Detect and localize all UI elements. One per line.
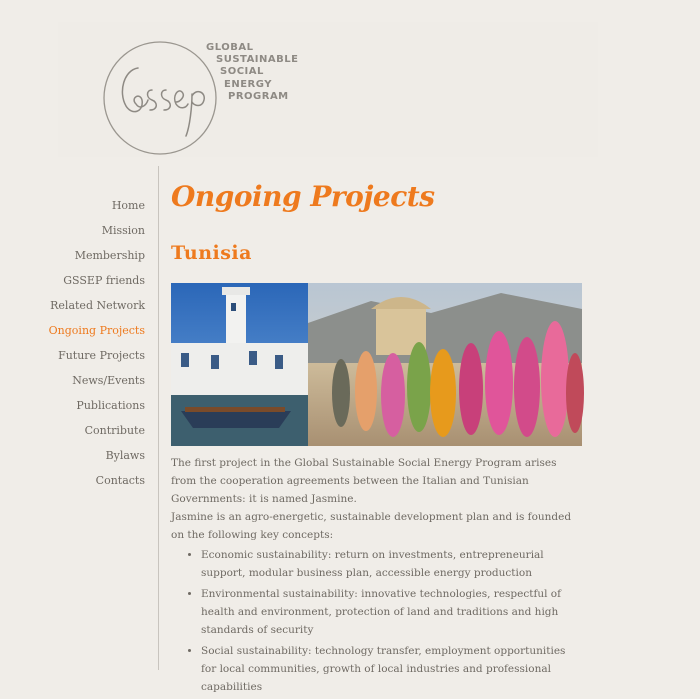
sidebar-item-gssep-friends[interactable]: GSSEP friends (63, 274, 145, 287)
logo-line: SUSTAINABLE (216, 54, 299, 66)
sidebar-item-related-network[interactable]: Related Network (50, 299, 145, 312)
sidebar-item-home[interactable]: Home (111, 199, 145, 212)
concepts-list (171, 546, 583, 696)
logo-wordmark (206, 42, 298, 103)
page-title: Ongoing Projects (171, 180, 435, 213)
sidebar-item-bylaws[interactable]: Bylaws (105, 449, 145, 462)
gssep-logo-mark[interactable] (100, 40, 220, 160)
sidebar-nav (0, 196, 145, 496)
main-content (171, 170, 583, 693)
logo-line: SOCIAL (220, 66, 264, 78)
sidebar-item-ongoing-projects[interactable]: Ongoing Projects (48, 324, 145, 337)
sidebar-item-future-projects[interactable]: Future Projects (58, 349, 145, 362)
list-item: • Social sustainability: technology transfer, employment opportunities for local communities, growth of local industries and professional capabilities (201, 642, 583, 696)
sidebar-divider (158, 166, 159, 670)
tunisia-project-photo (171, 283, 582, 446)
sidebar-item-mission[interactable]: Mission (101, 224, 145, 237)
sidebar-item-contribute[interactable]: Contribute (84, 424, 145, 437)
list-item: • Environmental sustainability: innovative technologies, respectful of health and environment, protection of land and traditions and high standards of security (201, 585, 583, 639)
project-description (171, 454, 583, 699)
sidebar-item-contacts[interactable]: Contacts (95, 474, 145, 487)
logo-line: PROGRAM (228, 90, 289, 102)
sidebar-item-news-events[interactable]: News/Events (72, 374, 145, 387)
sidebar-item-membership[interactable]: Membership (74, 249, 145, 262)
section-title: Tunisia (171, 242, 252, 264)
sidebar-item-publications[interactable]: Publications (76, 399, 145, 412)
logo-line: GLOBAL (206, 42, 254, 53)
intro-paragraph: The first project in the Global Sustainable Social Energy Program arises from the cooperation agreements between the Italian and Tunisian Governments: it is named Jasmine. (171, 457, 557, 505)
logo-line: ENERGY (224, 78, 272, 90)
list-item: • Economic sustainability: return on investments, entrepreneurial support, modular business plan, accessible energy production (201, 546, 583, 582)
intro-paragraph: Jasmine is an agro-energetic, sustainable development plan and is founded on the following key concepts: (171, 511, 572, 541)
